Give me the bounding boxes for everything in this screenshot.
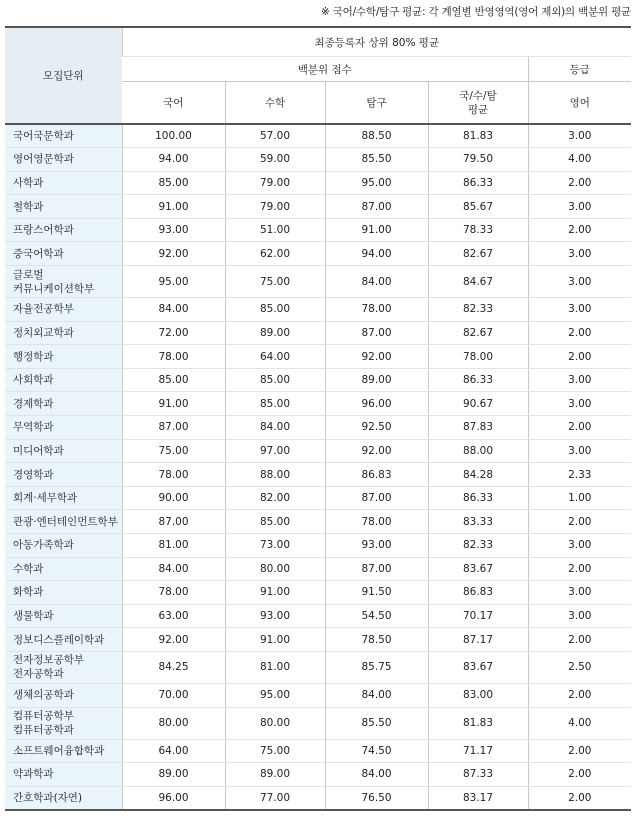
unit-name: 무역학과 [13, 421, 54, 434]
unit-name: 프랑스어학과 [13, 224, 74, 237]
unit-name: 아동가족학과 [13, 539, 74, 552]
header-english: 영어 [528, 82, 631, 125]
inquiry-score-cell: 87.00 [325, 321, 428, 345]
math-score-cell: 88.00 [225, 463, 325, 487]
average-score-cell: 83.67 [428, 557, 528, 581]
inquiry-score-cell: 78.00 [325, 510, 428, 534]
english-grade-cell: 2.00 [528, 683, 631, 707]
math-score-cell: 59.00 [225, 148, 325, 172]
math-score-cell: 82.00 [225, 486, 325, 510]
math-score-cell: 84.00 [225, 416, 325, 440]
english-grade-cell: 2.00 [528, 321, 631, 345]
inquiry-score-cell: 84.00 [325, 266, 428, 298]
korean-score-cell: 87.00 [122, 510, 225, 534]
table-row [5, 510, 631, 534]
average-score-cell: 84.67 [428, 266, 528, 298]
table-row [5, 368, 631, 392]
unit-name: 글로벌 [13, 268, 44, 281]
inquiry-score-cell: 85.50 [325, 707, 428, 739]
header-math: 수학 [225, 82, 325, 125]
table-row [5, 463, 631, 487]
english-grade-cell: 1.00 [528, 486, 631, 510]
header-group: 최종등록자 상위 80% 평균 [122, 27, 631, 57]
unit-name-cell [5, 218, 122, 242]
average-score-cell: 83.17 [428, 786, 528, 810]
korean-score-cell: 70.00 [122, 683, 225, 707]
table-row [5, 786, 631, 810]
average-score-cell: 87.33 [428, 763, 528, 787]
table-row [5, 628, 631, 652]
header-percentile: 백분위 점수 [122, 57, 528, 82]
inquiry-score-cell: 96.00 [325, 392, 428, 416]
unit-name-cell [5, 763, 122, 787]
unit-name: 간호학과(자연) [13, 791, 83, 804]
inquiry-score-cell: 86.83 [325, 463, 428, 487]
math-score-cell: 95.00 [225, 683, 325, 707]
unit-name: 영어영문학과 [13, 153, 74, 166]
table-row [5, 148, 631, 172]
table-row [5, 298, 631, 322]
unit-name: 생체의공학과 [13, 689, 74, 702]
unit-name: 철학과 [13, 200, 44, 213]
math-score-cell: 85.00 [225, 392, 325, 416]
korean-score-cell: 80.00 [122, 707, 225, 739]
inquiry-score-cell: 85.75 [325, 651, 428, 683]
average-score-cell: 83.33 [428, 510, 528, 534]
table-row [5, 124, 631, 148]
average-score-cell: 83.67 [428, 651, 528, 683]
inquiry-score-cell: 93.00 [325, 534, 428, 558]
table-row [5, 171, 631, 195]
unit-name: 미디어학과 [13, 444, 64, 457]
korean-score-cell: 72.00 [122, 321, 225, 345]
korean-score-cell: 90.00 [122, 486, 225, 510]
unit-name-cell [5, 604, 122, 628]
korean-score-cell: 91.00 [122, 195, 225, 219]
unit-name-cell [5, 392, 122, 416]
average-score-cell: 86.83 [428, 581, 528, 605]
inquiry-score-cell: 92.00 [325, 345, 428, 369]
inquiry-score-cell: 85.50 [325, 148, 428, 172]
unit-name-cell [5, 651, 122, 683]
unit-name: 행정학과 [13, 350, 54, 363]
korean-score-cell: 81.00 [122, 534, 225, 558]
table-row [5, 763, 631, 787]
korean-score-cell: 78.00 [122, 581, 225, 605]
table-row [5, 416, 631, 440]
table-row [5, 218, 631, 242]
header-unit: 모집단위 [5, 27, 122, 124]
average-score-cell: 86.33 [428, 368, 528, 392]
unit-name: 생물학과 [13, 610, 54, 623]
korean-score-cell: 84.25 [122, 651, 225, 683]
average-score-cell: 87.83 [428, 416, 528, 440]
inquiry-score-cell: 88.50 [325, 124, 428, 148]
unit-name: 사회학과 [13, 374, 54, 387]
average-score-cell: 71.17 [428, 739, 528, 763]
inquiry-score-cell: 95.00 [325, 171, 428, 195]
table-row [5, 683, 631, 707]
unit-name-cell [5, 345, 122, 369]
english-grade-cell: 2.00 [528, 218, 631, 242]
unit-name-cell [5, 242, 122, 266]
english-grade-cell: 2.50 [528, 651, 631, 683]
inquiry-score-cell: 87.00 [325, 486, 428, 510]
unit-name: 사학과 [13, 176, 44, 189]
unit-name-cell [5, 628, 122, 652]
english-grade-cell: 2.00 [528, 739, 631, 763]
unit-name-cell [5, 321, 122, 345]
english-grade-cell: 3.00 [528, 534, 631, 558]
inquiry-score-cell: 54.50 [325, 604, 428, 628]
unit-name: 약과학과 [13, 768, 54, 781]
unit-name: 화학과 [13, 586, 44, 599]
table-row [5, 557, 631, 581]
table-row [5, 581, 631, 605]
math-score-cell: 73.00 [225, 534, 325, 558]
average-score-cell: 85.67 [428, 195, 528, 219]
inquiry-score-cell: 87.00 [325, 557, 428, 581]
header-average-line2: 평균 [467, 103, 489, 116]
unit-name: 전자정보공학부 [13, 654, 85, 667]
header-korean: 국어 [122, 82, 225, 125]
inquiry-score-cell: 78.00 [325, 298, 428, 322]
inquiry-score-cell: 84.00 [325, 683, 428, 707]
unit-name: 경영학과 [13, 468, 54, 481]
korean-score-cell: 92.00 [122, 242, 225, 266]
math-score-cell: 85.00 [225, 368, 325, 392]
table-row [5, 345, 631, 369]
math-score-cell: 62.00 [225, 242, 325, 266]
average-score-cell: 81.83 [428, 124, 528, 148]
math-score-cell: 80.00 [225, 557, 325, 581]
table-row [5, 707, 631, 739]
unit-name: 자율전공학부 [13, 303, 74, 316]
inquiry-score-cell: 91.50 [325, 581, 428, 605]
table-row [5, 739, 631, 763]
inquiry-score-cell: 84.00 [325, 763, 428, 787]
unit-name-cell [5, 683, 122, 707]
average-score-cell: 79.50 [428, 148, 528, 172]
math-score-cell: 77.00 [225, 786, 325, 810]
unit-name: 관광·엔터테인먼트학부 [13, 515, 118, 528]
english-grade-cell: 3.00 [528, 368, 631, 392]
unit-name-cell [5, 486, 122, 510]
average-score-cell: 82.33 [428, 298, 528, 322]
average-score-cell: 88.00 [428, 439, 528, 463]
korean-score-cell: 96.00 [122, 786, 225, 810]
english-grade-cell: 3.00 [528, 298, 631, 322]
math-score-cell: 64.00 [225, 345, 325, 369]
english-grade-cell: 2.00 [528, 416, 631, 440]
math-score-cell: 89.00 [225, 321, 325, 345]
unit-name: 국어국문학과 [13, 130, 74, 143]
inquiry-score-cell: 74.50 [325, 739, 428, 763]
english-grade-cell: 3.00 [528, 266, 631, 298]
average-score-cell: 84.28 [428, 463, 528, 487]
korean-score-cell: 63.00 [122, 604, 225, 628]
unit-name-cell [5, 510, 122, 534]
korean-score-cell: 64.00 [122, 739, 225, 763]
table-row [5, 439, 631, 463]
average-score-cell: 70.17 [428, 604, 528, 628]
unit-name: 수학과 [13, 562, 44, 575]
korean-score-cell: 92.00 [122, 628, 225, 652]
unit-name-cell [5, 148, 122, 172]
korean-score-cell: 100.00 [122, 124, 225, 148]
math-score-cell: 75.00 [225, 266, 325, 298]
unit-name: 정치외교학과 [13, 326, 74, 339]
inquiry-score-cell: 76.50 [325, 786, 428, 810]
math-score-cell: 85.00 [225, 298, 325, 322]
english-grade-cell: 4.00 [528, 707, 631, 739]
korean-score-cell: 93.00 [122, 218, 225, 242]
english-grade-cell: 3.00 [528, 439, 631, 463]
table-row [5, 321, 631, 345]
english-grade-cell: 2.00 [528, 171, 631, 195]
math-score-cell: 91.00 [225, 581, 325, 605]
english-grade-cell: 2.00 [528, 557, 631, 581]
unit-name: 회계·세무학과 [13, 492, 78, 505]
header-average-line1: 국/수/탐 [459, 89, 497, 102]
unit-name: 정보디스플레이학과 [13, 633, 105, 646]
english-grade-cell: 2.00 [528, 786, 631, 810]
average-score-cell: 90.67 [428, 392, 528, 416]
unit-name-cell [5, 557, 122, 581]
inquiry-score-cell: 78.50 [325, 628, 428, 652]
unit-name-cell [5, 368, 122, 392]
average-score-cell: 86.33 [428, 171, 528, 195]
korean-score-cell: 89.00 [122, 763, 225, 787]
admission-score-table [5, 26, 631, 811]
inquiry-score-cell: 87.00 [325, 195, 428, 219]
korean-score-cell: 78.00 [122, 345, 225, 369]
korean-score-cell: 95.00 [122, 266, 225, 298]
english-grade-cell: 3.00 [528, 392, 631, 416]
math-score-cell: 57.00 [225, 124, 325, 148]
unit-name-cell [5, 298, 122, 322]
english-grade-cell: 3.00 [528, 124, 631, 148]
header-average [428, 82, 528, 125]
unit-name-cell [5, 266, 122, 298]
average-score-cell: 78.00 [428, 345, 528, 369]
average-score-cell: 82.33 [428, 534, 528, 558]
inquiry-score-cell: 89.00 [325, 368, 428, 392]
math-score-cell: 89.00 [225, 763, 325, 787]
math-score-cell: 97.00 [225, 439, 325, 463]
unit-name-cell [5, 195, 122, 219]
unit-name-line2: 컴퓨터공학과 [13, 724, 74, 737]
header-grade: 등급 [528, 57, 631, 82]
english-grade-cell: 3.00 [528, 195, 631, 219]
korean-score-cell: 85.00 [122, 171, 225, 195]
unit-name-cell [5, 439, 122, 463]
table-row [5, 604, 631, 628]
unit-name-cell [5, 707, 122, 739]
average-score-cell: 83.00 [428, 683, 528, 707]
korean-score-cell: 84.00 [122, 557, 225, 581]
table-row [5, 266, 631, 298]
math-score-cell: 91.00 [225, 628, 325, 652]
english-grade-cell: 2.00 [528, 345, 631, 369]
english-grade-cell: 3.00 [528, 242, 631, 266]
english-grade-cell: 2.33 [528, 463, 631, 487]
math-score-cell: 75.00 [225, 739, 325, 763]
average-score-cell: 86.33 [428, 486, 528, 510]
average-score-cell: 87.17 [428, 628, 528, 652]
inquiry-score-cell: 94.00 [325, 242, 428, 266]
english-grade-cell: 2.00 [528, 763, 631, 787]
math-score-cell: 93.00 [225, 604, 325, 628]
unit-name-cell [5, 534, 122, 558]
math-score-cell: 81.00 [225, 651, 325, 683]
unit-name-line2: 전자공학과 [13, 668, 64, 681]
korean-score-cell: 78.00 [122, 463, 225, 487]
unit-name: 중국어학과 [13, 247, 64, 260]
math-score-cell: 85.00 [225, 510, 325, 534]
average-score-cell: 82.67 [428, 321, 528, 345]
unit-name-cell [5, 786, 122, 810]
english-grade-cell: 3.00 [528, 604, 631, 628]
unit-name-cell [5, 739, 122, 763]
english-grade-cell: 2.00 [528, 510, 631, 534]
korean-score-cell: 75.00 [122, 439, 225, 463]
unit-name: 경제학과 [13, 397, 54, 410]
inquiry-score-cell: 91.00 [325, 218, 428, 242]
unit-name-cell [5, 581, 122, 605]
table-row [5, 651, 631, 683]
header-inquiry: 탐구 [325, 82, 428, 125]
korean-score-cell: 87.00 [122, 416, 225, 440]
unit-name-cell [5, 171, 122, 195]
korean-score-cell: 84.00 [122, 298, 225, 322]
unit-name-cell [5, 463, 122, 487]
average-score-cell: 81.83 [428, 707, 528, 739]
korean-score-cell: 94.00 [122, 148, 225, 172]
table-footnote: ※ 국어/수학/탐구 평균: 각 계열별 반영영역(영어 제외)의 백분위 평균 [320, 6, 631, 18]
english-grade-cell: 3.00 [528, 581, 631, 605]
table-row [5, 392, 631, 416]
table-row [5, 195, 631, 219]
english-grade-cell: 2.00 [528, 628, 631, 652]
table-row [5, 534, 631, 558]
average-score-cell: 82.67 [428, 242, 528, 266]
unit-name-cell [5, 416, 122, 440]
korean-score-cell: 91.00 [122, 392, 225, 416]
unit-name-cell [5, 124, 122, 148]
unit-name: 소프트웨어융합학과 [13, 744, 105, 757]
unit-name: 컴퓨터공학부 [13, 710, 74, 723]
english-grade-cell: 4.00 [528, 148, 631, 172]
math-score-cell: 51.00 [225, 218, 325, 242]
korean-score-cell: 85.00 [122, 368, 225, 392]
table-row [5, 242, 631, 266]
math-score-cell: 80.00 [225, 707, 325, 739]
unit-name-line2: 커뮤니케이션학부 [13, 282, 95, 295]
table-row [5, 486, 631, 510]
average-score-cell: 78.33 [428, 218, 528, 242]
math-score-cell: 79.00 [225, 195, 325, 219]
math-score-cell: 79.00 [225, 171, 325, 195]
inquiry-score-cell: 92.50 [325, 416, 428, 440]
inquiry-score-cell: 92.00 [325, 439, 428, 463]
